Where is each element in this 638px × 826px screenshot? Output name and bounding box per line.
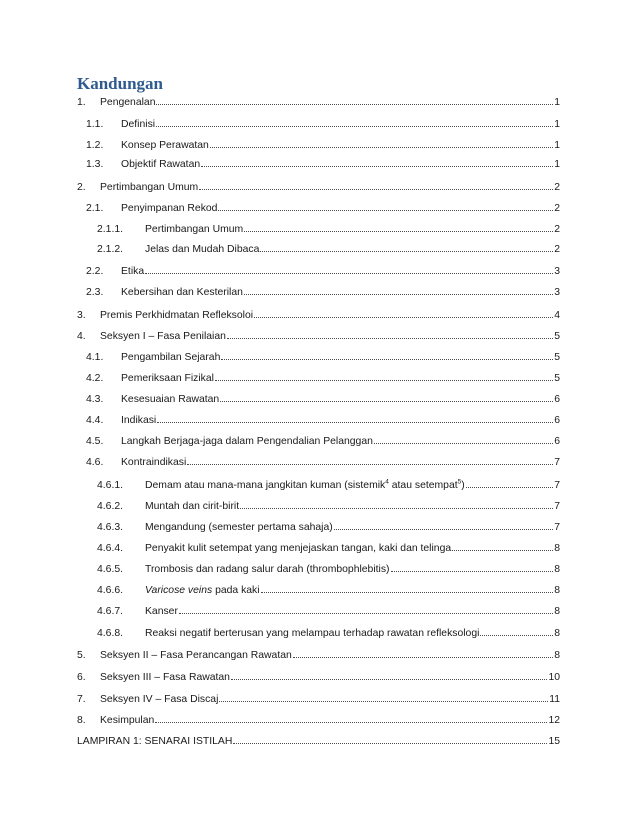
- toc-entry-page-number: 8: [554, 585, 560, 596]
- toc-entry-label-text: Penyakit kulit setempat yang menjejaskan tangan, kaki dan telinga: [145, 543, 452, 554]
- toc-entry-label: [100, 692, 218, 708]
- toc-entry-label: [145, 499, 239, 515]
- toc-leader-dots: [244, 285, 553, 295]
- toc-entry-label: [100, 670, 230, 686]
- toc-leader-dots: [227, 329, 553, 339]
- toc-entry-label: [100, 308, 253, 324]
- toc-entry-label-text: Pertimbangan Umum: [145, 224, 244, 235]
- toc-entry-number: 1.2.: [86, 140, 104, 151]
- toc-entry-number: 4.1.: [86, 352, 104, 363]
- toc-entry-page-number: 6: [554, 436, 560, 447]
- toc-entry-number: 4.6.5.: [97, 564, 123, 575]
- toc-entry[interactable]: [0, 157, 638, 173]
- toc-entry[interactable]: [0, 413, 638, 429]
- toc-entry-label-text: Langkah Berjaga-jaga dalam Pengendalian Pelanggan: [121, 436, 373, 447]
- toc-leader-dots: [221, 350, 553, 360]
- toc-leader-dots: [156, 95, 553, 105]
- toc-entry[interactable]: [0, 670, 638, 686]
- toc-entry[interactable]: [0, 455, 638, 471]
- toc-entry[interactable]: [0, 242, 638, 258]
- toc-entry-number: 4.5.: [86, 436, 104, 447]
- toc-entry[interactable]: [0, 222, 638, 238]
- toc-entry-number: 7.: [77, 694, 86, 705]
- toc-entry-number: 5.: [77, 650, 86, 661]
- toc-leader-dots: [254, 308, 553, 318]
- toc-entry-number: 4.6.6.: [97, 585, 123, 596]
- toc-entry-label: [121, 201, 217, 217]
- toc-entry-label: [100, 329, 226, 345]
- toc-entry-page-number: 11: [549, 694, 560, 705]
- toc-entry-number: 2.: [77, 182, 86, 193]
- toc-entry-page-number: 2: [554, 203, 560, 214]
- toc-entry-number: 2.1.2.: [97, 244, 123, 255]
- toc-entry-page-number: 7: [554, 480, 560, 491]
- toc-entry-label-text: Seksyen IV – Fasa Discaj: [100, 694, 219, 705]
- toc-entry-page-number: 10: [548, 672, 560, 683]
- toc-entry-label-text: Seksyen II – Fasa Perancangan Rawatan: [100, 650, 292, 661]
- toc-entry[interactable]: [0, 392, 638, 408]
- toc-entry-number: 6.: [77, 672, 86, 683]
- toc-entry-page-number: 1: [554, 140, 560, 151]
- toc-entry[interactable]: [0, 541, 638, 557]
- toc-entry-label: [121, 371, 214, 387]
- toc-entry-label-text: Muntah dan cirit-birit: [145, 501, 240, 512]
- toc-entry-number: 4.6.7.: [97, 606, 123, 617]
- toc-entry-label-text: Kontraindikasi: [121, 457, 187, 468]
- toc-leader-dots: [218, 201, 553, 211]
- toc-entry-page-number: 15: [548, 736, 560, 747]
- toc-entry-page-number: 3: [554, 287, 560, 298]
- toc-entry-label: [121, 413, 156, 429]
- toc-entry[interactable]: [0, 499, 638, 515]
- toc-leader-dots: [201, 157, 553, 167]
- toc-entry-label-text: Pengambilan Sejarah: [121, 352, 221, 363]
- toc-entry-page-number: 7: [554, 501, 560, 512]
- footnote-ref: 5: [457, 478, 462, 486]
- toc-entry-label-text: Pemeriksaan Fizikal: [121, 373, 214, 384]
- toc-leader-dots: [452, 541, 553, 551]
- toc-entry-page-number: 2: [554, 182, 560, 193]
- toc-entry-page-number: 5: [554, 373, 560, 384]
- toc-entry-label: [100, 713, 154, 729]
- toc-entry-label-text: Indikasi: [121, 415, 157, 426]
- toc-entry[interactable]: [0, 329, 638, 345]
- toc-entry-label: [145, 222, 243, 238]
- toc-leader-dots: [215, 371, 553, 381]
- toc-entry-page-number: 8: [554, 628, 560, 639]
- toc-entry-number: 4.: [77, 331, 86, 342]
- toc-leader-dots: [179, 604, 553, 614]
- toc-entry-label-text: Konsep Perawatan: [121, 140, 209, 151]
- toc-entry-number: 4.6.3.: [97, 522, 123, 533]
- toc-entry-label: [121, 285, 243, 301]
- toc-entry[interactable]: [0, 117, 638, 133]
- toc-entry[interactable]: [0, 520, 638, 536]
- toc-entry-label: [100, 95, 155, 111]
- toc-leader-dots: [240, 499, 553, 509]
- toc-leader-dots: [480, 626, 553, 636]
- toc-entry-page-number: 1: [554, 159, 560, 170]
- toc-entry[interactable]: [0, 562, 638, 578]
- toc-entry[interactable]: [0, 478, 638, 494]
- toc-leader-dots: [391, 562, 554, 572]
- toc-entry-number: 2.1.1.: [97, 224, 123, 235]
- toc-entry-label: [121, 117, 155, 133]
- toc-entry[interactable]: [0, 285, 638, 301]
- toc-entry[interactable]: [0, 138, 638, 154]
- toc-entry-page-number: 5: [554, 331, 560, 342]
- toc-leader-dots: [199, 180, 553, 190]
- toc-entry-label-text: Mengandung (semester pertama sahaja): [145, 522, 333, 533]
- toc-entry[interactable]: [0, 692, 638, 708]
- toc-entry-label: [145, 541, 451, 557]
- toc-entry-label: [145, 242, 259, 258]
- toc-entry-label: [145, 583, 260, 599]
- toc-entry-page-number: 5: [554, 352, 560, 363]
- toc-leader-dots: [155, 713, 547, 723]
- toc-entry-label-text: Reaksi negatif berterusan yang melampau terhadap rawatan refleksologi: [145, 628, 480, 639]
- toc-entry[interactable]: [0, 734, 638, 750]
- toc-entry-label-text: Pengenalan: [100, 97, 156, 108]
- toc-entry-label-text: Pertimbangan Umum: [100, 182, 199, 193]
- toc-entry-page-number: 8: [554, 564, 560, 575]
- toc-entry-label: [100, 648, 292, 664]
- toc-entry-label: [77, 734, 232, 750]
- toc-entry-label: [121, 455, 186, 471]
- toc-entry-label-text: Seksyen I – Fasa Penilaian: [100, 331, 226, 342]
- toc-entry-label: [121, 392, 219, 408]
- toc-entry[interactable]: [0, 350, 638, 366]
- toc-entry-label-text: ): [461, 480, 465, 491]
- toc-leader-dots: [145, 264, 553, 274]
- footnote-ref: 4: [385, 478, 389, 486]
- toc-entry-label-text: Kesesuaian Rawatan: [121, 394, 220, 405]
- toc-entry-number: 2.2.: [86, 266, 104, 277]
- toc-leader-dots: [231, 670, 547, 680]
- toc-entry-page-number: 8: [554, 606, 560, 617]
- toc-entry[interactable]: [0, 583, 638, 599]
- toc-entry-label-text: atau setempat: [388, 480, 458, 491]
- toc-entry-label-text: Premis Perkhidmatan Refleksoloi: [100, 310, 254, 321]
- toc-entry-label-text: Etika: [121, 266, 145, 277]
- toc-entry-label: [145, 520, 333, 536]
- toc-entry-page-number: 6: [554, 394, 560, 405]
- toc-entry-page-number: 1: [554, 97, 560, 108]
- toc-entry-page-number: 8: [554, 543, 560, 554]
- toc-entry-label: [121, 138, 209, 154]
- toc-entry-label: [121, 350, 220, 366]
- toc-entry-label: [121, 264, 144, 280]
- toc-entry-label-text: Kesimpulan: [100, 715, 155, 726]
- toc-leader-dots: [244, 222, 553, 232]
- toc-entry[interactable]: [0, 95, 638, 111]
- toc-entry-label: [145, 478, 465, 494]
- toc-entry-page-number: 8: [554, 650, 560, 661]
- toc-entry-page-number: 12: [548, 715, 560, 726]
- toc-entry-number: 4.3.: [86, 394, 104, 405]
- toc-entry[interactable]: [0, 308, 638, 324]
- toc-entry-page-number: 2: [554, 244, 560, 255]
- toc-leader-dots: [334, 520, 554, 530]
- toc-entry-label-text: LAMPIRAN 1: SENARAI ISTILAH: [77, 736, 233, 747]
- toc-leader-dots: [220, 392, 553, 402]
- toc-leader-dots: [157, 413, 553, 423]
- toc-entry[interactable]: [0, 434, 638, 450]
- toc-entry-label: [121, 157, 200, 173]
- toc-leader-dots: [466, 478, 554, 488]
- toc-entry[interactable]: [0, 604, 638, 620]
- toc-entry-label-text: Jelas dan Mudah Dibaca: [145, 244, 260, 255]
- toc-entry-number: 2.3.: [86, 287, 104, 298]
- toc-entry-number: 4.6.4.: [97, 543, 123, 554]
- toc-entry-label-text: Demam atau mana-mana jangkitan kuman (sistemik: [145, 480, 386, 491]
- toc-leader-dots: [260, 242, 553, 252]
- toc-entry-number: 4.4.: [86, 415, 104, 426]
- toc-entry-label-text: pada kaki: [212, 585, 260, 596]
- toc-entry[interactable]: [0, 264, 638, 280]
- toc-entry-page-number: 7: [554, 522, 560, 533]
- toc-entry[interactable]: [0, 648, 638, 664]
- toc-entry-label-text: Penyimpanan Rekod: [121, 203, 218, 214]
- toc-entry-number: 2.1.: [86, 203, 104, 214]
- toc-entry[interactable]: [0, 201, 638, 217]
- toc-entry-page-number: 4: [554, 310, 560, 321]
- toc-leader-dots: [219, 692, 548, 702]
- toc-entry-label: [145, 626, 479, 642]
- toc-entry-label-text: Definisi: [121, 119, 156, 130]
- toc-entry-number: 1.3.: [86, 159, 104, 170]
- toc-title: Kandungan: [77, 74, 163, 93]
- toc-leader-dots: [261, 583, 554, 593]
- toc-entry-page-number: 1: [554, 119, 560, 130]
- toc-entry-number: 4.6.1.: [97, 480, 123, 491]
- toc-entry[interactable]: [0, 180, 638, 196]
- toc-leader-dots: [233, 734, 547, 744]
- toc-leader-dots: [187, 455, 553, 465]
- toc-entry-page-number: 3: [554, 266, 560, 277]
- toc-entry-label-text: Trombosis dan radang salur darah (thrombophlebitis): [145, 564, 390, 575]
- toc-entry-label-text: Objektif Rawatan: [121, 159, 201, 170]
- toc-entry-label-text: Kebersihan dan Kesterilan: [121, 287, 243, 298]
- toc-leader-dots: [374, 434, 553, 444]
- toc-leader-dots: [156, 117, 553, 127]
- toc-entry-label-text: Kanser: [145, 606, 178, 617]
- toc-entry-label: [100, 180, 198, 196]
- toc-entry-label-text: Seksyen III – Fasa Rawatan: [100, 672, 230, 683]
- toc-leader-dots: [293, 648, 553, 658]
- toc-entry-label: [121, 434, 373, 450]
- toc-entry-number: 1.1.: [86, 119, 104, 130]
- toc-entry-page-number: 6: [554, 415, 560, 426]
- toc-entry-number: 8.: [77, 715, 86, 726]
- toc-entry-number: 3.: [77, 310, 86, 321]
- toc-entry-number: 4.6.8.: [97, 628, 123, 639]
- toc-leader-dots: [210, 138, 553, 148]
- toc-entry-page-number: 7: [554, 457, 560, 468]
- toc-entry[interactable]: [0, 713, 638, 729]
- toc-entry-page-number: 2: [554, 224, 560, 235]
- toc-entry-number: 4.6.: [86, 457, 104, 468]
- toc-entry-label: [145, 604, 178, 620]
- toc-entry-number: 1.: [77, 97, 86, 108]
- toc-entry-label-italic: Varicose veins: [145, 585, 213, 596]
- toc-entry[interactable]: [0, 371, 638, 387]
- toc-entry-label: [145, 562, 390, 578]
- toc-entry-number: 4.2.: [86, 373, 104, 384]
- toc-entry-number: 4.6.2.: [97, 501, 123, 512]
- toc-entry[interactable]: [0, 626, 638, 642]
